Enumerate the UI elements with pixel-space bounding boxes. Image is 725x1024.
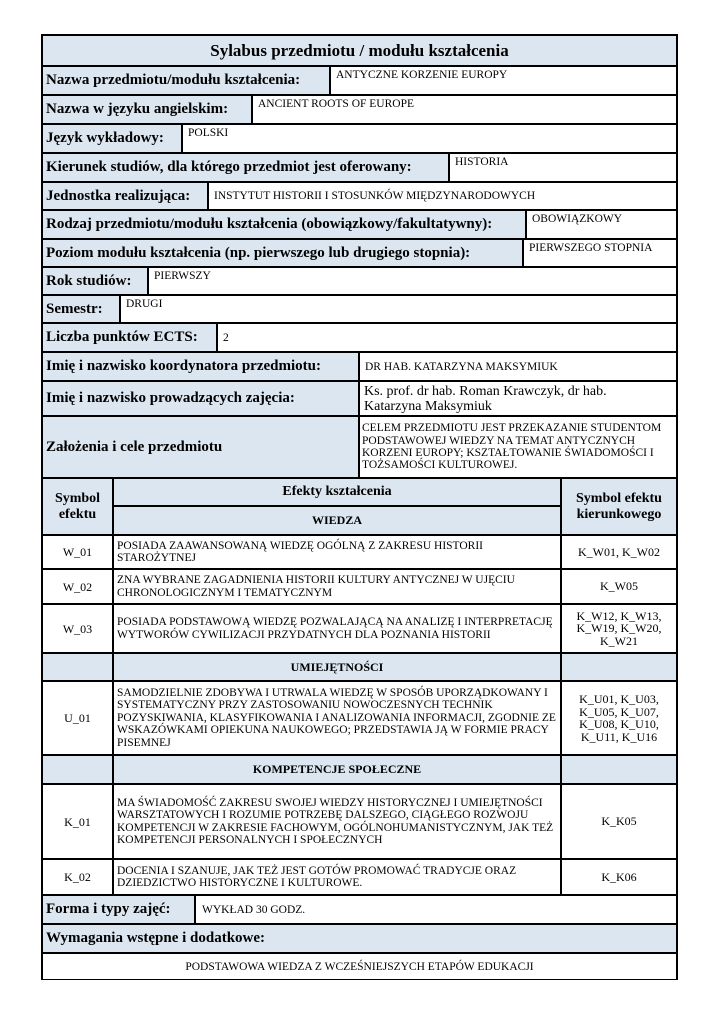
study-year-value: PIERWSZY — [148, 267, 677, 295]
effect-desc-k02: DOCENIA I SZANUJE, JAK TEŻ JEST GOTÓW PROMOWAĆ TRADYCJE ORAZ DZIEDZICTWO HISTORYCZNE I KULTUROWE. — [113, 859, 561, 895]
page-title: Sylabus przedmiotu / modułu kształcenia — [42, 35, 677, 66]
skills-header-spacer-right — [561, 653, 677, 681]
effect-field-w03: K_W12, K_W13, K_W19, K_W20, K_W21 — [561, 604, 677, 653]
effect-desc-u01: SAMODZIELNIE ZDOBYWA I UTRWALA WIEDZĘ W SPOSÓB UPORZĄDKOWANY I SYSTEMATYCZNY PRZY ZASTOSOWANIU NOWOCZESNYCH TECHNIK POZYSKIWANIA, KLASYFIKOWANIA I ANALIZOWANIA INFORMACJI, ZGODNIE ZE WSKAZÓWKAMI OPIEKUNA NAUKOWEGO; PRZEDSTAWIA JĄ W FORMIE PRACY PISEMNEJ — [113, 681, 561, 755]
requirements-label: Wymagania wstępne i dodatkowe: — [42, 924, 677, 953]
course-name-value: ANTYCZNE KORZENIE EUROPY — [330, 66, 677, 95]
teachers-value: Ks. prof. dr hab. Roman Krawczyk, dr hab. Katarzyna Maksymiuk — [359, 381, 677, 416]
social-header-spacer-right — [561, 755, 677, 784]
effect-desc-w01: POSIADA ZAAWANSOWANĄ WIEDZĘ OGÓLNĄ Z ZAKRESU HISTORII STAROŻYTNEJ — [113, 535, 561, 569]
social-section-header: KOMPETENCJE SPOŁECZNE — [113, 755, 561, 784]
course-type-label: Rodzaj przedmiotu/modułu kształcenia (obowiązkowy/fakultatywny): — [42, 210, 526, 239]
goals-label: Założenia i cele przedmiotu — [42, 416, 359, 478]
study-year-label: Rok studiów: — [42, 267, 148, 295]
coordinator-label: Imię i nazwisko koordynatora przedmiotu: — [42, 352, 359, 381]
effects-header: Efekty kształcenia — [113, 478, 561, 506]
effect-desc-k01: MA ŚWIADOMOŚĆ ZAKRESU SWOJEJ WIEDZY HISTORYCZNEJ I UMIEJĘTNOŚCI WARSZTATOWYCH I ROZUMIE POTRZEBĘ DALSZEGO, CIĄGŁEGO ROZWOJU KOMPETENCJI W ZAKRESIE FACHOWYM, OGÓLNOHUMANISTYCZNYM, JAK TEŻ KOMPETENCJI PERSONALNYCH I SPOŁECZNYCH — [113, 784, 561, 859]
effect-field-k01: K_K05 — [561, 784, 677, 859]
semester-value: DRUGI — [120, 295, 677, 323]
field-effect-symbol-header: Symbol efektu kierunkowego — [561, 478, 677, 535]
effect-field-k02: K_K06 — [561, 859, 677, 895]
unit-label: Jednostka realizująca: — [42, 182, 208, 210]
english-name-value: ANCIENT ROOTS OF EUROPE — [252, 95, 677, 124]
forms-label: Forma i typy zajęć: — [42, 895, 195, 924]
ects-label: Liczba punktów ECTS: — [42, 323, 217, 352]
english-name-label: Nazwa w języku angielskim: — [42, 95, 252, 124]
effect-field-u01: K_U01, K_U03, K_U05, K_U07, K_U08, K_U10, K_U11, K_U16 — [561, 681, 677, 755]
language-value: POLSKI — [182, 124, 677, 153]
language-label: Język wykładowy: — [42, 124, 182, 153]
unit-value: INSTYTUT HISTORII I STOSUNKÓW MIĘDZYNARODOWYCH — [208, 182, 677, 210]
effect-symbol-header: Symbol efektu — [42, 478, 113, 535]
social-header-spacer-left — [42, 755, 113, 784]
effect-field-w02: K_W05 — [561, 569, 677, 604]
field-of-study-value: HISTORIA — [449, 153, 677, 182]
effect-code-u01: U_01 — [42, 681, 113, 755]
requirements-value: PODSTAWOWA WIEDZA Z WCZEŚNIEJSZYCH ETAPÓW EDUKACJI — [42, 953, 677, 980]
coordinator-value: DR HAB. KATARZYNA MAKSYMIUK — [359, 352, 677, 381]
effect-code-k01: K_01 — [42, 784, 113, 859]
effect-code-k02: K_02 — [42, 859, 113, 895]
course-level-value: PIERWSZEGO STOPNIA — [523, 239, 677, 267]
knowledge-section-header: WIEDZA — [113, 506, 561, 535]
effect-desc-w03: POSIADA PODSTAWOWĄ WIEDZĘ POZWALAJĄCĄ NA ANALIZĘ I INTERPRETACJĘ WYTWORÓW CYWILIZACJI PRZYDATNYCH DLA POZNANIA HISTORII — [113, 604, 561, 653]
course-level-label: Poziom modułu kształcenia (np. pierwszego lub drugiego stopnia): — [42, 239, 523, 267]
effect-code-w01: W_01 — [42, 535, 113, 569]
forms-value: WYKŁAD 30 GODZ. — [195, 895, 677, 924]
field-of-study-label: Kierunek studiów, dla którego przedmiot jest oferowany: — [42, 153, 449, 182]
effect-field-w01: K_W01, K_W02 — [561, 535, 677, 569]
skills-section-header: UMIEJĘTNOŚCI — [113, 653, 561, 681]
course-type-value: OBOWIĄZKOWY — [526, 210, 677, 239]
semester-label: Semestr: — [42, 295, 120, 323]
teachers-label: Imię i nazwisko prowadzących zajęcia: — [42, 381, 359, 416]
effect-code-w02: W_02 — [42, 569, 113, 604]
effect-desc-w02: ZNA WYBRANE ZAGADNIENIA HISTORII KULTURY ANTYCZNEJ W UJĘCIU CHRONOLOGICZNYM I TEMATYCZNYM — [113, 569, 561, 604]
goals-value: CELEM PRZEDMIOTU JEST PRZEKAZANIE STUDENTOM PODSTAWOWEJ WIEDZY NA TEMAT ANTYCZNYCH KORZENI EUROPY; KSZTAŁTOWANIE ŚWIADOMOŚCI I TOŻSAMOŚCI KULTUROWEJ. — [359, 416, 677, 478]
course-name-label: Nazwa przedmiotu/modułu kształcenia: — [42, 66, 330, 95]
ects-value: 2 — [217, 323, 677, 352]
skills-header-spacer-left — [42, 653, 113, 681]
effect-code-w03: W_03 — [42, 604, 113, 653]
